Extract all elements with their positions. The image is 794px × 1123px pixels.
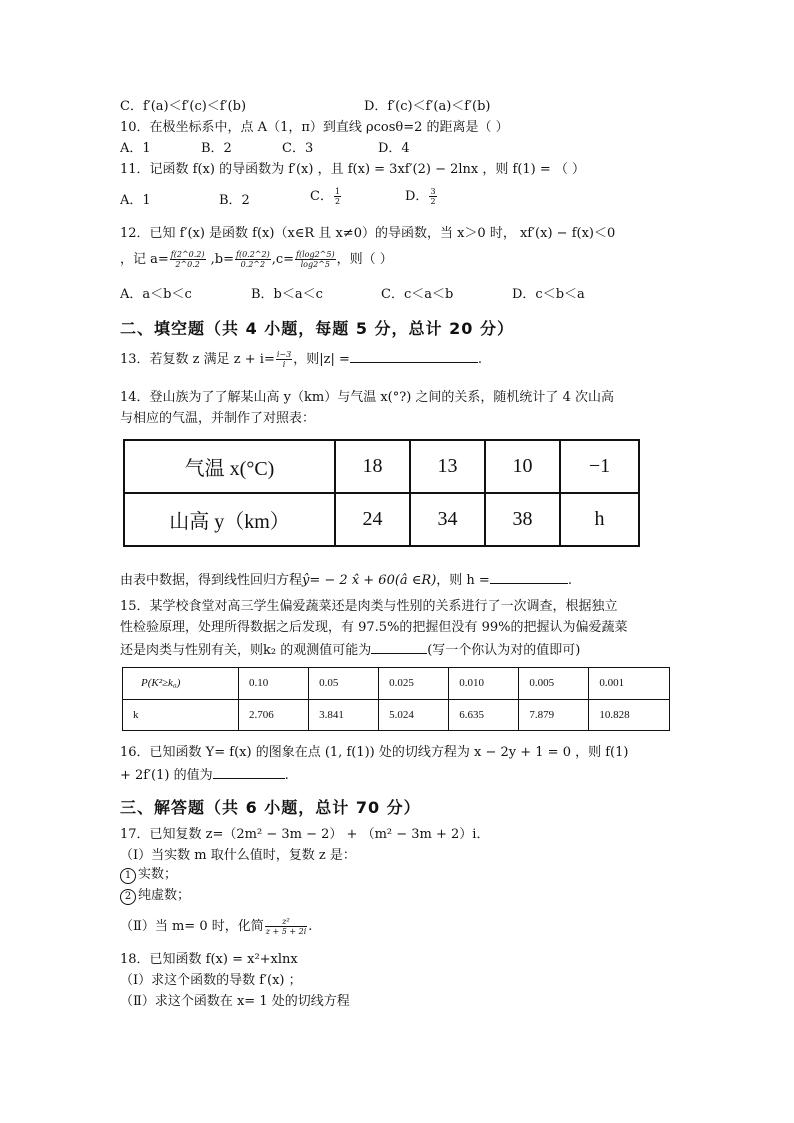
q12-b-fraction — [235, 250, 271, 269]
q11-c-numerator: 1 — [334, 187, 341, 196]
q17-sub1 — [120, 867, 177, 884]
q15-header-cell: 0.05 — [309, 668, 379, 700]
q11-d-fraction — [429, 187, 436, 206]
table-row — [123, 699, 670, 731]
q11-stem: 11．记函数 f(x) 的导函数为 f′(x) ，且 f(x) = 3xf′(2) − 2lnx ，则 f(1) = （ ） — [120, 162, 586, 177]
q17-sub2 — [120, 888, 190, 905]
q17-end: . — [308, 919, 313, 934]
q12-suffix: ，则（ ） — [336, 252, 393, 267]
q13-end: . — [477, 352, 482, 367]
q10-option-c: C．3 — [282, 141, 314, 156]
q15-row-cell: 3.841 — [309, 699, 379, 731]
q14-after-prefix: 由表中数据，得到线性回归方程 — [120, 573, 303, 588]
q10-stem: 10．在极坐标系中，点 A（1，π）到直线 ρcosθ=2 的距离是（ ） — [120, 120, 509, 135]
q15-answer-blank[interactable] — [371, 641, 427, 654]
q15-header-cell: 0.010 — [449, 668, 519, 700]
q17-sub2-text: 纯虚数； — [138, 888, 191, 903]
q14-table — [123, 439, 640, 547]
q13-prefix: 13．若复数 z 满足 z + i= — [120, 352, 275, 367]
q17-stem: 17．已知复数 z=（2m² − 3m − 2） + （m² − 3m + 2）i． — [120, 827, 490, 842]
q14-row2-label: 山高 y（km） — [124, 493, 335, 546]
q13-line — [120, 350, 482, 369]
q12-option-a: A．a＜b＜c — [120, 287, 192, 302]
q12-a-numerator: f(2^0.2) — [170, 250, 205, 259]
q15-header-label: P(K²≥k₀) — [123, 668, 239, 700]
q14-equation: ŷ= − 2 x̂ + 60(â ∈R) — [302, 573, 437, 588]
q11-c-prefix: C． — [310, 189, 333, 204]
q12-stem: 12．已知 f′(x) 是函数 f(x)（x∈R 且 x≠0）的导函数，当 x＞0 时， xf′(x) − f(x)＜0 — [120, 226, 616, 241]
q13-answer-blank[interactable] — [350, 350, 478, 363]
q11-option-d — [405, 187, 438, 206]
q12-b-denominator: 0.2^2 — [240, 260, 266, 269]
q16-line2 — [120, 766, 289, 784]
q12-line2 — [120, 250, 393, 269]
q9-option-c: C．f′(a)＜f′(c)＜f′(b) — [120, 99, 247, 114]
section-3-heading: 三、解答题（共 6 小题，总计 70 分） — [120, 798, 421, 817]
q14-row2-cell: 34 — [410, 493, 485, 546]
q15-line2: 性检验原理，处理所得数据之后发现，有 97.5%的把握但没有 99%的把握认为偏爱蔬菜 — [120, 620, 628, 635]
q11-c-fraction — [334, 187, 341, 206]
q17-sub1-text: 实数； — [138, 867, 178, 882]
q15-header-cell: 0.001 — [589, 668, 670, 700]
q17-part2-prefix: （Ⅱ）当 m= 0 时，化简 — [120, 919, 264, 934]
q18-part1: （Ⅰ）求这个函数的导数 f′(x) ； — [120, 973, 302, 988]
q9-option-d: D．f′(c)＜f′(a)＜f′(b) — [364, 99, 491, 114]
q12-prefix: ，记 a= — [120, 252, 169, 267]
circled-1-icon: 1 — [120, 868, 136, 884]
q14-row2-cell: h — [560, 493, 639, 546]
q17-denominator: z + 5 + 2i — [265, 927, 307, 936]
q14-answer-blank[interactable] — [490, 571, 568, 584]
q14-end: . — [567, 573, 572, 588]
table-row — [124, 493, 639, 546]
q15-row-cell: 5.024 — [379, 699, 449, 731]
q13-fraction — [276, 350, 292, 369]
q15-row-cell: 7.879 — [519, 699, 589, 731]
table-row — [124, 440, 639, 493]
table-row — [123, 668, 670, 700]
q12-c-numerator: f(log2^5) — [296, 250, 335, 259]
q18-stem: 18．已知函数 f(x) = x²+xlnx — [120, 952, 298, 967]
q12-option-d: D．c＜b＜a — [512, 287, 585, 302]
q15-header-cell: 0.025 — [379, 668, 449, 700]
q12-option-b: B．b＜a＜c — [251, 287, 323, 302]
q17-fraction — [265, 917, 308, 936]
q11-option-b: B．2 — [219, 193, 250, 208]
q16-answer-blank[interactable] — [213, 766, 285, 779]
q14-row2-cell: 38 — [485, 493, 560, 546]
q18-part2: （Ⅱ）求这个函数在 x= 1 处的切线方程 — [120, 994, 350, 1009]
q13-suffix: ，则|z| = — [293, 352, 350, 367]
q16-line1: 16．已知函数 Y= f(x) 的图象在点 (1, f(1)) 处的切线方程为 x − 2y + 1 = 0 ，则 f(1) — [120, 745, 629, 760]
q11-c-denominator: 2 — [334, 197, 341, 206]
circled-2-icon: 2 — [120, 889, 136, 905]
q11-option-c — [310, 187, 342, 206]
q11-d-denominator: 2 — [430, 197, 436, 206]
q14-row1-cell: 18 — [335, 440, 410, 493]
q14-row1-cell: −1 — [560, 440, 639, 493]
q10-option-d: D．4 — [378, 141, 410, 156]
q15-table — [122, 667, 670, 731]
q15-row-cell: 2.706 — [239, 699, 309, 731]
q15-line3-prefix: 还是肉类与性别有关，则k₂ 的观测值可能为 — [120, 643, 372, 658]
q15-line1: 15．某学校食堂对高三学生偏爱蔬菜还是肉类与性别的关系进行了一次调查，根据独立 — [120, 599, 618, 614]
q17-part2 — [120, 917, 312, 936]
q14-row2-cell: 24 — [335, 493, 410, 546]
q12-c-prefix: ,c= — [271, 252, 295, 267]
q12-c-fraction — [295, 250, 336, 269]
q11-d-prefix: D． — [405, 189, 429, 204]
q15-line3 — [120, 641, 580, 659]
section-2-heading: 二、填空题（共 4 小题，每题 5 分，总计 20 分） — [120, 319, 514, 338]
q12-option-c: C．c＜a＜b — [381, 287, 454, 302]
q15-header-cell: 0.005 — [519, 668, 589, 700]
q13-denominator: i — [282, 360, 286, 369]
q15-row-cell: 6.635 — [449, 699, 519, 731]
q11-option-a: A．1 — [120, 193, 151, 208]
q13-numerator: i−3 — [276, 350, 292, 359]
q10-option-a: A．1 — [120, 141, 151, 156]
q14-after-suffix: ，则 h = — [436, 573, 490, 588]
q15-row-cell: 10.828 — [589, 699, 670, 731]
q14-row1-cell: 13 — [410, 440, 485, 493]
q14-row1-cell: 10 — [485, 440, 560, 493]
q12-a-denominator: 2^0.2 — [175, 260, 200, 269]
q15-line3-suffix: (写一个你认为对的值即可) — [427, 643, 581, 658]
q12-a-fraction — [170, 250, 206, 269]
q14-line2: 与相应的气温，并制作了对照表： — [120, 411, 316, 426]
q14-line1: 14．登山族为了了解某山高 y（km）与气温 x(°?) 之间的关系，随机统计了 4 次山高 — [120, 390, 614, 405]
q14-regression-line — [120, 571, 572, 589]
q16-end: . — [284, 768, 289, 783]
q17-numerator: z² — [265, 917, 308, 927]
q15-header-cell: 0.10 — [239, 668, 309, 700]
q14-row1-label: 气温 x(°C) — [124, 440, 335, 493]
q12-c-denominator: log2^5 — [300, 260, 330, 269]
q11-d-numerator: 3 — [430, 187, 436, 196]
q16-line2-prefix: + 2f′(1) 的值为 — [120, 768, 213, 783]
q17-part1: （Ⅰ）当实数 m 取什么值时，复数 z 是： — [120, 848, 356, 863]
q12-b-numerator: f(0.2^2) — [235, 250, 270, 259]
q15-row-label: k — [123, 699, 239, 731]
q12-b-prefix: ,b= — [206, 252, 234, 267]
q10-option-b: B．2 — [201, 141, 232, 156]
